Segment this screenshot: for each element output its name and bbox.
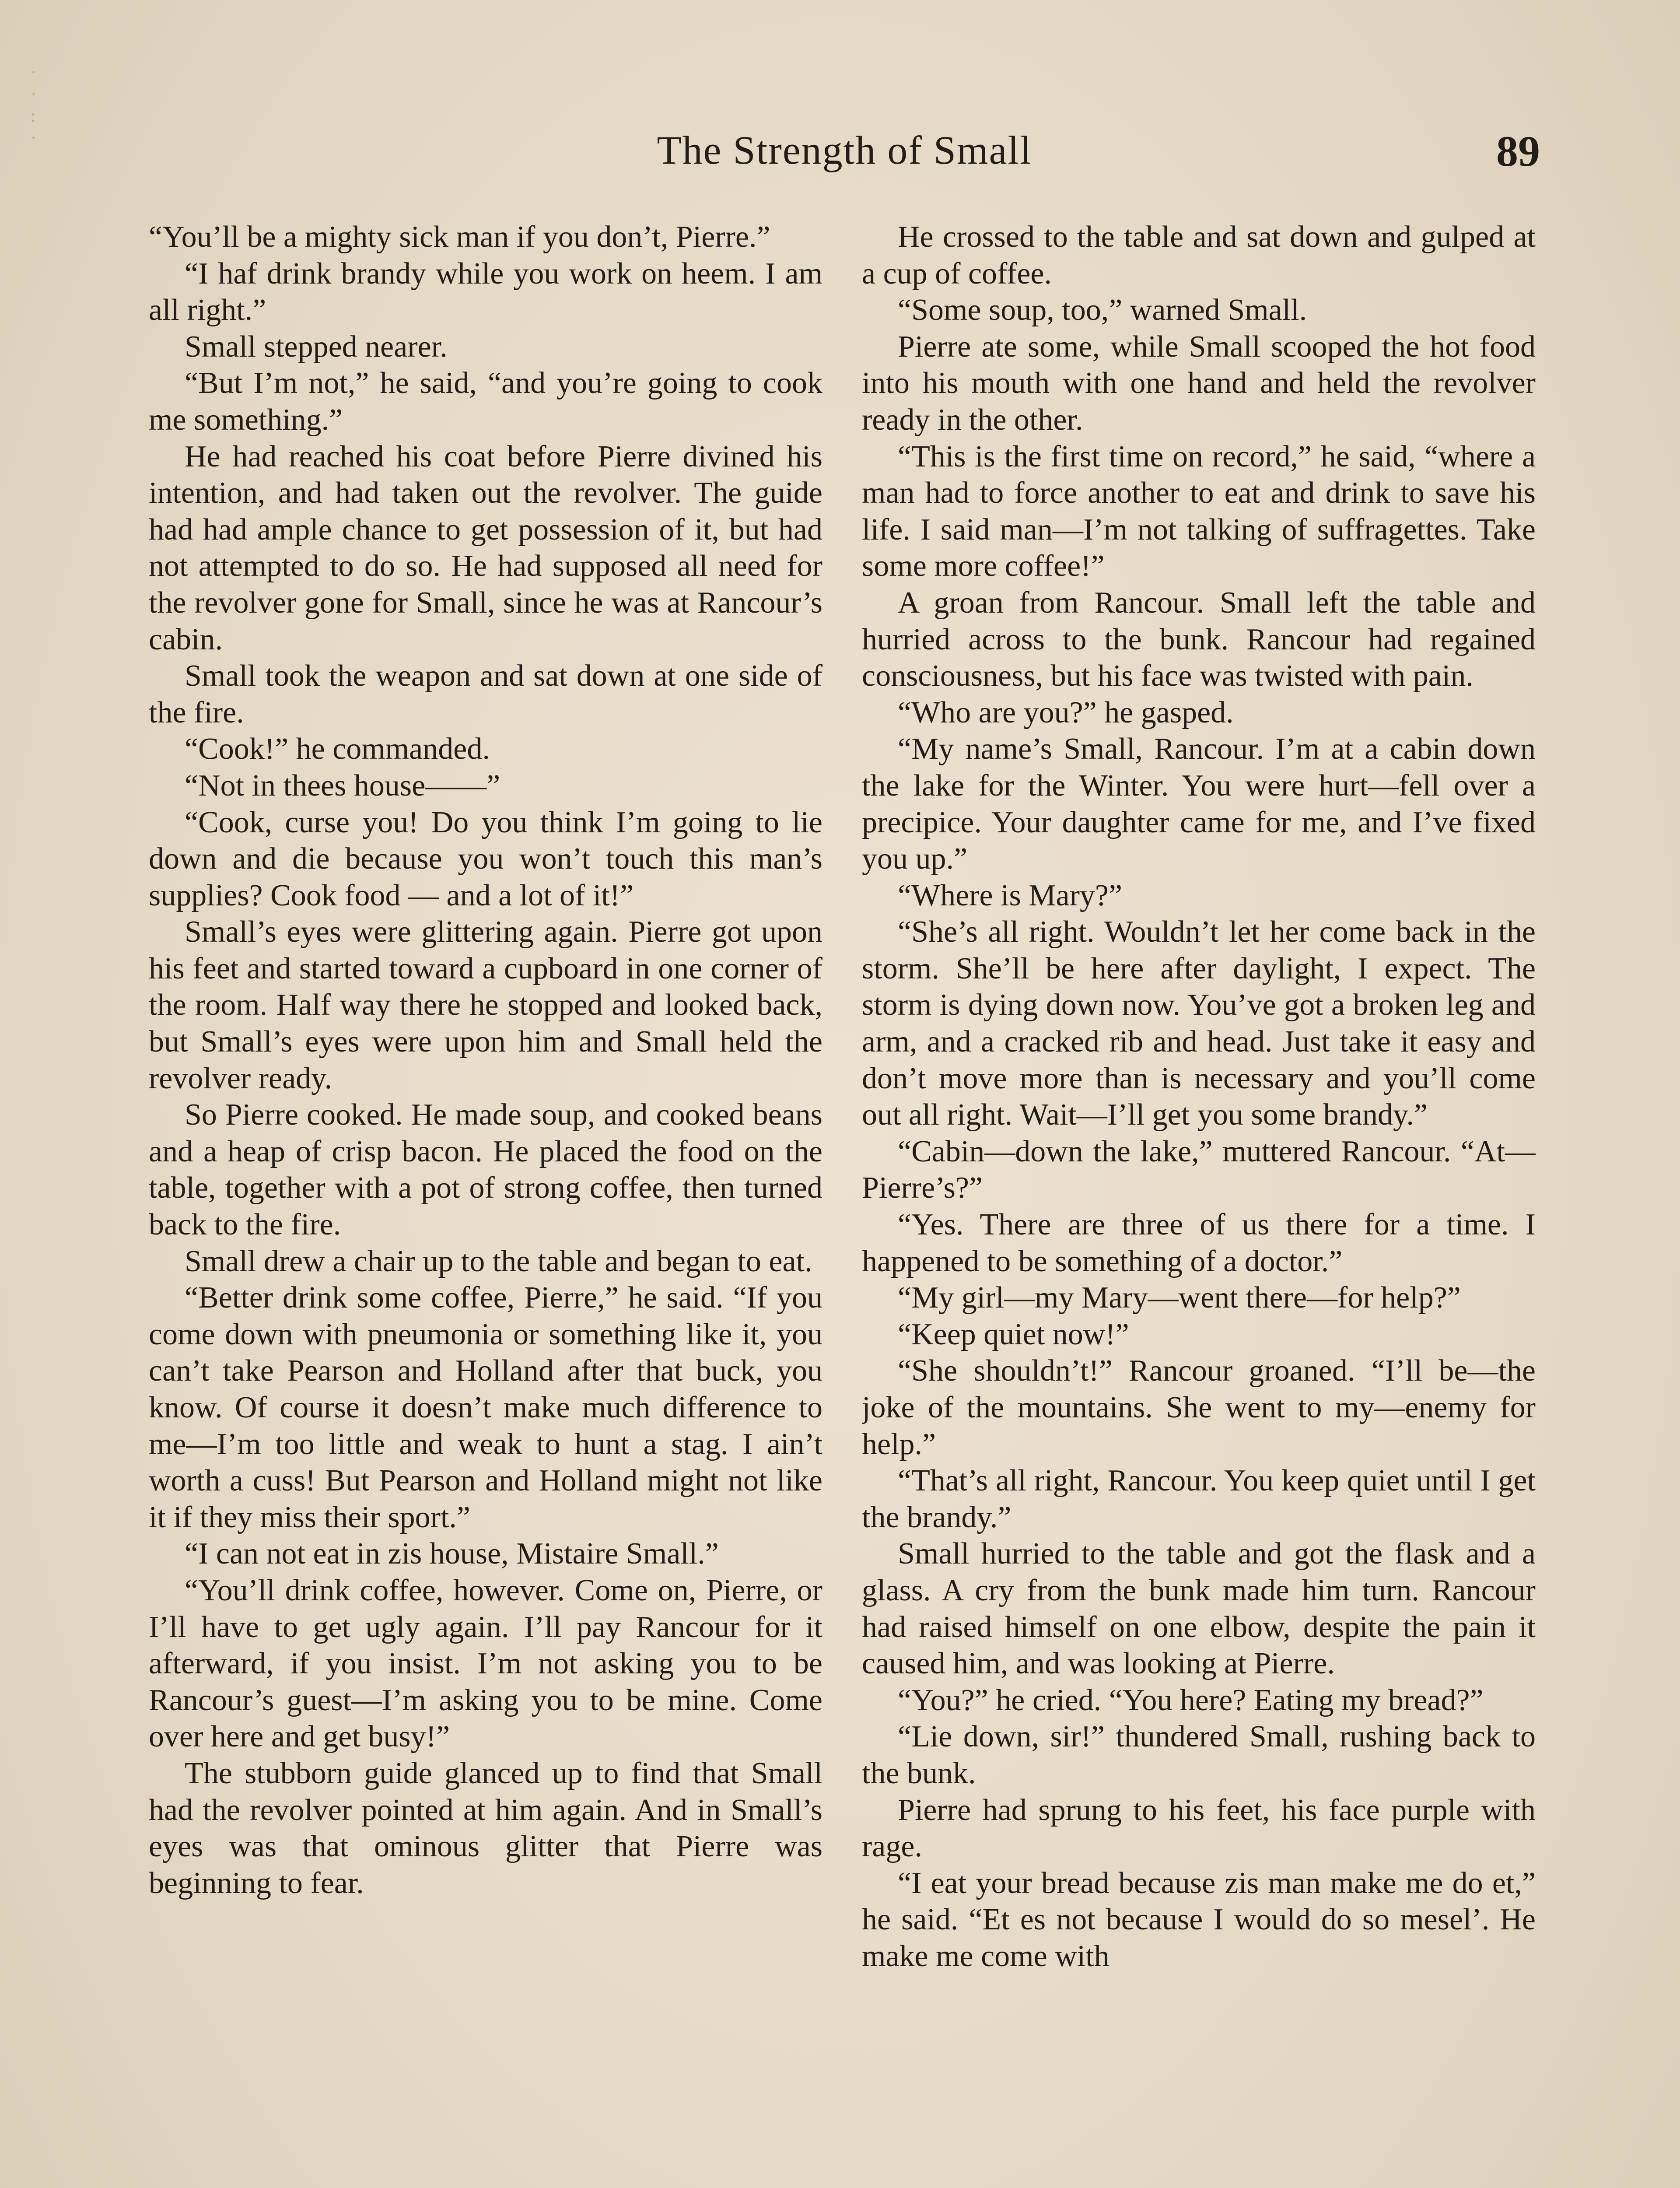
paragraph: “That’s all right, Rancour. You keep quiet until I get the brandy.” [862, 1464, 1536, 1534]
paragraph: “Who are you?” he gasped. [898, 695, 1234, 729]
paragraph: “Better drink some coffee, Pierre,” he said. “If you come down with pneumonia or something like it, you can’t take Pearson and Holland after that buck, you know. Of course it doesn’t make much difference to me—I’m too little and weak to hunt a stag. I ain’t worth a cuss! But Pearson and Holland might not like it if they miss their sport.” [149, 1281, 822, 1534]
right-column [862, 219, 1536, 2188]
paragraph: “My girl—my Mary—went there—for help?” [898, 1281, 1461, 1315]
paragraph: He had reached his coat before Pierre divined his intention, and had taken out the revolver. The guide had had ample chance to get possession of it, but had not attempted to do so. He had supposed all need for the revolver gone for Small, since he was at Rancour’s cabin. [149, 439, 822, 656]
paragraph: “Lie down, sir!” thundered Small, rushing back to the bunk. [862, 1720, 1536, 1790]
paragraph: “Keep quiet now!” [898, 1317, 1129, 1351]
paragraph: Pierre ate some, while Small scooped the hot food into his mouth with one hand and held the revolver ready in the other. [862, 330, 1536, 437]
paragraph: “Where is Mary?” [898, 878, 1123, 912]
edge-specks: · · : · [31, 62, 37, 147]
paragraph: The stubborn guide glanced up to find that Small had the revolver pointed at him again. And in Small’s eyes was that ominous glitter that Pierre was beginning to fear. [149, 1756, 822, 1900]
paragraph: Small’s eyes were glittering again. Pierre got upon his feet and started toward a cupboard in one corner of the room. Half way there he stopped and looked back, but Small’s eyes were upon him and Small held the revolver ready. [149, 915, 822, 1095]
paragraph: “Some soup, too,” warned Small. [898, 293, 1307, 327]
paragraph: Small hurried to the table and got the flask and a glass. A cry from the bunk made him turn. Rancour had raised himself on one elbow, despite the pain it caused him, and was looking at Pierre. [862, 1537, 1536, 1681]
paragraph: So Pierre cooked. He made soup, and cooked beans and a heap of crisp bacon. He placed the food on the table, together with a pot of strong coffee, then turned back to the fire. [149, 1098, 822, 1242]
paragraph: “Cook!” he commanded. [185, 732, 490, 766]
left-column [149, 219, 822, 2188]
running-head [149, 118, 1540, 188]
page-number: 89 [1496, 127, 1540, 175]
paragraph: “She shouldn’t!” Rancour groaned. “I’ll be—the joke of the mountains. She went to my—enemy for help.” [862, 1354, 1536, 1461]
paragraph: A groan from Rancour. Small left the table and hurried across to the bunk. Rancour had regained consciousness, but his face was twisted with pain. [862, 586, 1536, 693]
paragraph: “Cabin—down the lake,” muttered Rancour. “At—Pierre’s?” [862, 1134, 1536, 1205]
paragraph: “Not in thees house——” [185, 768, 500, 803]
paragraph: “But I’m not,” he said, “and you’re going to cook me something.” [149, 366, 822, 437]
running-title: The Strength of Small [657, 128, 1032, 172]
paragraph: “You’ll be a mighty sick man if you don’t, Pierre.” [149, 220, 770, 254]
paragraph: Small drew a chair up to the table and began to eat. [185, 1244, 812, 1278]
paragraph: “I haf drink brandy while you work on heem. I am all right.” [149, 256, 822, 327]
paragraph: He crossed to the table and sat down and gulped at a cup of coffee. [862, 220, 1536, 291]
paragraph: “This is the first time on record,” he said, “where a man had to force another to eat and drink to save his life. I said man—I’m not talking of suffragettes. Take some more coffee!” [862, 439, 1536, 583]
paragraph: “Cook, curse you! Do you think I’m going to lie down and die because you won’t touch this man’s supplies? Cook food — and a lot of it!” [149, 805, 822, 912]
paragraph: “I eat your bread because zis man make me do et,” he said. “Et es not because I would do so mesel’. He make me come with [862, 1866, 1536, 1973]
paragraph: Pierre had sprung to his feet, his face purple with rage. [862, 1793, 1536, 1864]
paragraph: Small took the weapon and sat down at one side of the fire. [149, 659, 822, 729]
paragraph: “I can not eat in zis house, Mistaire Small.” [185, 1537, 719, 1571]
paragraph: Small stepped nearer. [185, 330, 448, 364]
paragraph: “She’s all right. Wouldn’t let her come back in the storm. She’ll be here after daylight, I expect. The storm is dying down now. You’ve got a broken leg and arm, and a cracked rib and head. Just take it easy and don’t move more than is necessary and you’ll come out all right. Wait—I’ll get you some brandy.” [862, 915, 1536, 1132]
paragraph: “You?” he cried. “You here? Eating my bread?” [898, 1683, 1484, 1717]
paragraph: “Yes. There are three of us there for a time. I happened to be something of a doctor.” [862, 1208, 1536, 1278]
paragraph: “My name’s Small, Rancour. I’m at a cabin down the lake for the Winter. You were hurt—fell over a precipice. Your daughter came for me, and I’ve fixed you up.” [862, 732, 1536, 876]
paragraph: “You’ll drink coffee, however. Come on, Pierre, or I’ll have to get ugly again. I’ll pay Rancour for it afterward, if you insist. I’m not asking you to be Rancour’s guest—I’m asking you to be mine. Come over here and get busy!” [149, 1573, 822, 1754]
